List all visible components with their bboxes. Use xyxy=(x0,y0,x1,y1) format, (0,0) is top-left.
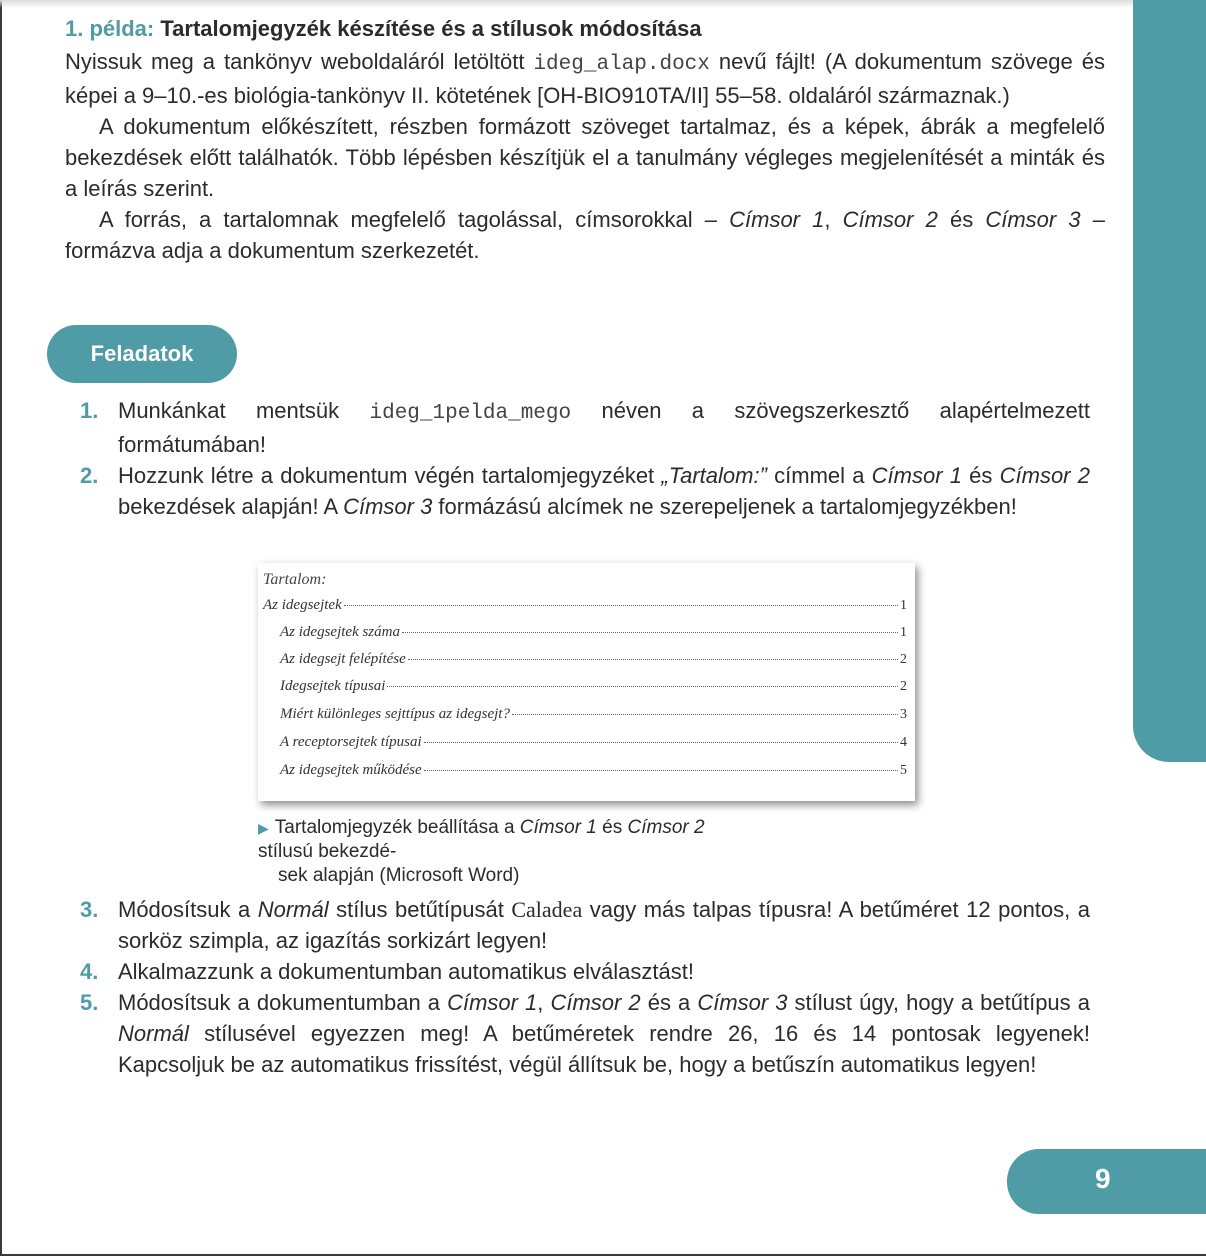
text: – formázva adja a dokumentum szerkezetét. xyxy=(65,207,1105,263)
filename-ideg-alap: ideg_alap.docx xyxy=(533,53,710,76)
toc-entry xyxy=(280,678,907,698)
text: néven a szövegszerkesztő alapértelmezett formátumában! xyxy=(118,398,1091,457)
toc-entry-page: 1 xyxy=(900,625,907,640)
text: Alkalmazzunk a dokumentumban automatikus elválasztást! xyxy=(118,959,694,984)
task-item-2 xyxy=(80,460,1090,522)
toc-leader xyxy=(424,770,898,771)
style-name: Címsor 2 xyxy=(627,817,705,838)
task-number: 3. xyxy=(80,897,99,922)
text: vagy más talpas típusra! A betűméret 12 pontos, a sorköz szimpla, az igazítás sorkizárt legyen! xyxy=(118,897,1091,953)
style-name: Címsor 1 xyxy=(729,207,825,232)
task-number: 5. xyxy=(80,990,99,1015)
toc-entry-label: Idegsejtek típusai xyxy=(280,678,386,694)
task-item-4 xyxy=(80,956,1090,987)
example-section xyxy=(65,15,1105,266)
task-list xyxy=(80,395,1090,522)
toc-figure xyxy=(258,563,915,801)
style-name: Címsor 1 xyxy=(447,990,538,1015)
page-number: 9 xyxy=(1095,1163,1111,1194)
style-name: Címsor 2 xyxy=(842,207,938,232)
top-shadow xyxy=(0,0,1206,8)
toc-entry xyxy=(280,624,907,644)
style-name: Címsor 2 xyxy=(999,463,1090,488)
toc-entry xyxy=(280,706,907,726)
text: stílusú bekezdé- xyxy=(258,841,397,862)
example-heading xyxy=(65,15,1105,43)
toc-leader xyxy=(512,714,898,715)
text: Hozzunk létre a dokumentum végén tartalomjegyzéket xyxy=(118,463,662,488)
style-name: Címsor 2 xyxy=(550,990,641,1015)
text: és xyxy=(961,463,1000,488)
task-number: 1. xyxy=(80,398,99,423)
text: , xyxy=(537,990,551,1015)
task-number: 2. xyxy=(80,463,99,488)
figure-caption xyxy=(258,816,758,888)
toc-entry-label: Az idegsejtek száma xyxy=(280,624,400,640)
toc-entry-page: 3 xyxy=(900,707,907,722)
style-name: Címsor 1 xyxy=(519,817,597,838)
style-name: Normál xyxy=(257,897,329,922)
toc-entry xyxy=(263,597,907,617)
toc-title: Tartalom: xyxy=(263,571,327,588)
text: A forrás, a tartalomnak megfelelő tagolással, címsorokkal – xyxy=(99,207,730,232)
text: Munkánkat mentsük xyxy=(118,398,370,423)
text: , xyxy=(824,207,843,232)
task-list-continued xyxy=(80,894,1090,1080)
style-name: Címsor 1 xyxy=(871,463,962,488)
toc-entry xyxy=(280,734,907,754)
style-name: Címsor 3 xyxy=(697,990,788,1015)
toc-leader xyxy=(344,605,898,606)
text: címmel a xyxy=(766,463,872,488)
toc-entry xyxy=(280,651,907,671)
text: és xyxy=(937,207,986,232)
toc-leader xyxy=(387,686,898,687)
example-number: 1. példa: xyxy=(65,16,155,41)
task-number: 4. xyxy=(80,959,99,984)
quoted-title: „Tartalom:” xyxy=(661,463,767,488)
text: Módosítsuk a xyxy=(118,897,258,922)
text: Módosítsuk a dokumentumban a xyxy=(118,990,448,1015)
toc-entry-label: Miért különleges sejttípus az idegsejt? xyxy=(280,706,510,722)
intro-paragraph xyxy=(65,46,1105,111)
task-item-3 xyxy=(80,894,1090,956)
text: sek alapján (Microsoft Word) xyxy=(278,865,520,886)
text: nevű fájlt! (A dokumentum szövege és képei a 9–10.-es biológia-tankönyv II. kötetének [OH-BIO910TA/II] 55–58. oldaláról származnak.) xyxy=(65,49,1105,108)
style-name: Normál xyxy=(118,1021,189,1046)
toc-leader xyxy=(402,632,898,633)
tasks-label: Feladatok xyxy=(90,341,194,366)
page-number-pill xyxy=(1007,1149,1206,1214)
description-paragraph: A dokumentum előkészített, részben formázott szöveget tartalmaz, és a képek, ábrák a megfelelő bekezdések előtt találhatók. Több lépésben készítjük el a tanulmány végleges megjelenítését a minták és a leírás szerint. xyxy=(65,114,1105,201)
toc-entry-page: 4 xyxy=(900,735,907,750)
task-item-5 xyxy=(80,987,1090,1080)
toc-leader xyxy=(408,659,898,660)
toc-leader xyxy=(424,742,898,743)
tasks-label-pill xyxy=(47,325,237,383)
toc-entry-page: 1 xyxy=(900,598,907,613)
toc-entry-label: Az idegsejtek működése xyxy=(280,762,422,778)
example-title: Tartalomjegyzék készítése és a stílusok módosítása xyxy=(160,16,702,41)
chapter-side-tab xyxy=(1133,0,1206,762)
toc-entry-label: Az idegsejtek xyxy=(263,597,342,613)
style-name: Címsor 3 xyxy=(985,207,1081,232)
triangle-right-icon: ▶ xyxy=(258,820,269,836)
font-name-caladea: Caladea xyxy=(511,897,583,922)
toc-entry-label: A receptorsejtek típusai xyxy=(280,734,422,750)
toc-entry xyxy=(280,762,907,782)
toc-entry-label: Az idegsejt felépítése xyxy=(280,651,406,667)
toc-entry-page: 2 xyxy=(900,652,907,667)
text: stílusével egyezzen meg! A betűméretek rendre 26, 16 és 14 pontosak legyenek! Kapcsoljuk be az automatikus frissítést, végül állítsuk be, hogy a betűszín automatikus legyen! xyxy=(118,1021,1090,1077)
text: formázású alcímek ne szerepeljenek a tartalomjegyzékben! xyxy=(432,494,1017,519)
structure-paragraph xyxy=(65,204,1105,266)
task-item-1 xyxy=(80,395,1090,460)
text: stílus betűtípusát xyxy=(328,897,512,922)
text: és a xyxy=(640,990,698,1015)
text: Nyissuk meg a tankönyv weboldaláról letöltött xyxy=(65,49,534,74)
toc-entry-page: 2 xyxy=(900,679,907,694)
text: bekezdések alapján! A xyxy=(118,494,344,519)
toc-entry-page: 5 xyxy=(900,763,907,778)
style-name: Címsor 3 xyxy=(343,494,433,519)
text: stílust úgy, hogy a betűtípus a xyxy=(787,990,1090,1015)
text: Tartalomjegyzék beállítása a xyxy=(274,817,520,838)
filename-ideg-1pelda-mego: ideg_1pelda_mego xyxy=(369,402,572,425)
text: és xyxy=(596,817,628,838)
